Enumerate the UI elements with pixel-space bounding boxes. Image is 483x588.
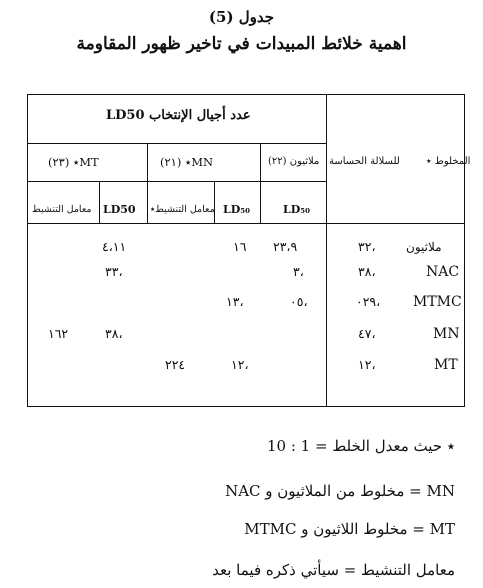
col-divider — [99, 181, 100, 223]
row-mn-activation-value: ٢٢٤ — [165, 357, 186, 372]
row-divider — [28, 181, 326, 182]
row-lab-value: ،٣٢ — [358, 239, 376, 254]
row-mn-ld50-value: ،١٣ — [226, 294, 244, 309]
row-divider — [28, 223, 464, 224]
header-lab-strain: للسلالة الحساسة — [329, 156, 400, 167]
col-divider — [147, 143, 148, 223]
footnote-activation-factor: معامل التنشيط = سيأتي ذكره فيما بعد — [212, 561, 455, 579]
row-malathion-value: ،٠٥ — [290, 294, 308, 309]
row-mn-ld50-value: ،١٢ — [231, 357, 249, 372]
subheader-activation-mn: معامل التنشيط٭ — [150, 204, 215, 215]
row-strain: MT — [434, 357, 458, 373]
data-table — [27, 94, 471, 407]
row-strain: ملاثيون — [406, 240, 442, 254]
subheader-ld50-mt: LD50 — [103, 203, 136, 216]
col-divider — [326, 95, 327, 406]
row-lab-value: ،٣٨ — [358, 264, 376, 279]
table-number: جدول (5) — [208, 8, 275, 26]
subheader-activation-mt: معامل التنشيط — [32, 204, 92, 215]
row-lab-value: ،٠٢٩ — [356, 294, 381, 309]
footnote-mn-definition: MN = مخلوط من الملاثيون و NAC — [225, 482, 455, 500]
row-divider — [28, 143, 326, 144]
row-lab-value: ،٤٧ — [358, 326, 376, 341]
header-malathion: ملاثيون (٢٢) — [268, 156, 320, 167]
col-divider — [260, 143, 261, 223]
header-mn: MN٭ (٢١) — [160, 155, 214, 169]
row-mt-ld50-value: ،٣٨ — [105, 326, 123, 341]
footnote-mixing-ratio: ٭ حيث معدل الخلط = 1 : 10 — [266, 437, 455, 455]
subheader-ld50-malathion: LD₅₀ — [283, 203, 310, 216]
row-mt-ld50-value: ٤،١١ — [102, 239, 127, 254]
row-mt-ld50-value: ،٣٣ — [105, 264, 123, 279]
row-mt-activation-value: ١٦٢ — [48, 326, 69, 341]
row-mn-ld50-value: ١٦ — [233, 239, 247, 254]
subheader-ld50-mn: LD₅₀ — [223, 203, 250, 216]
row-strain: NAC — [426, 264, 460, 280]
group-header: عدد أجيال الإنتخاب LD50 — [106, 108, 251, 123]
row-strain: MTMC — [413, 294, 462, 310]
header-mt: MT٭ (٢٣) — [48, 155, 99, 169]
row-lab-value: ،١٢ — [358, 357, 376, 372]
header-mixture: المخلوط ٭ — [426, 156, 471, 167]
row-malathion-value: ٢٣،٩ — [273, 239, 298, 254]
row-malathion-value: ،٣ — [293, 264, 304, 279]
row-strain: MN — [433, 326, 460, 342]
footnote-mt-definition: MT = مخلوط اللاثيون و MTMC — [244, 520, 455, 538]
table-title: اهمية خلائط المبيدات في تاخير ظهور المقاومة — [76, 34, 407, 54]
